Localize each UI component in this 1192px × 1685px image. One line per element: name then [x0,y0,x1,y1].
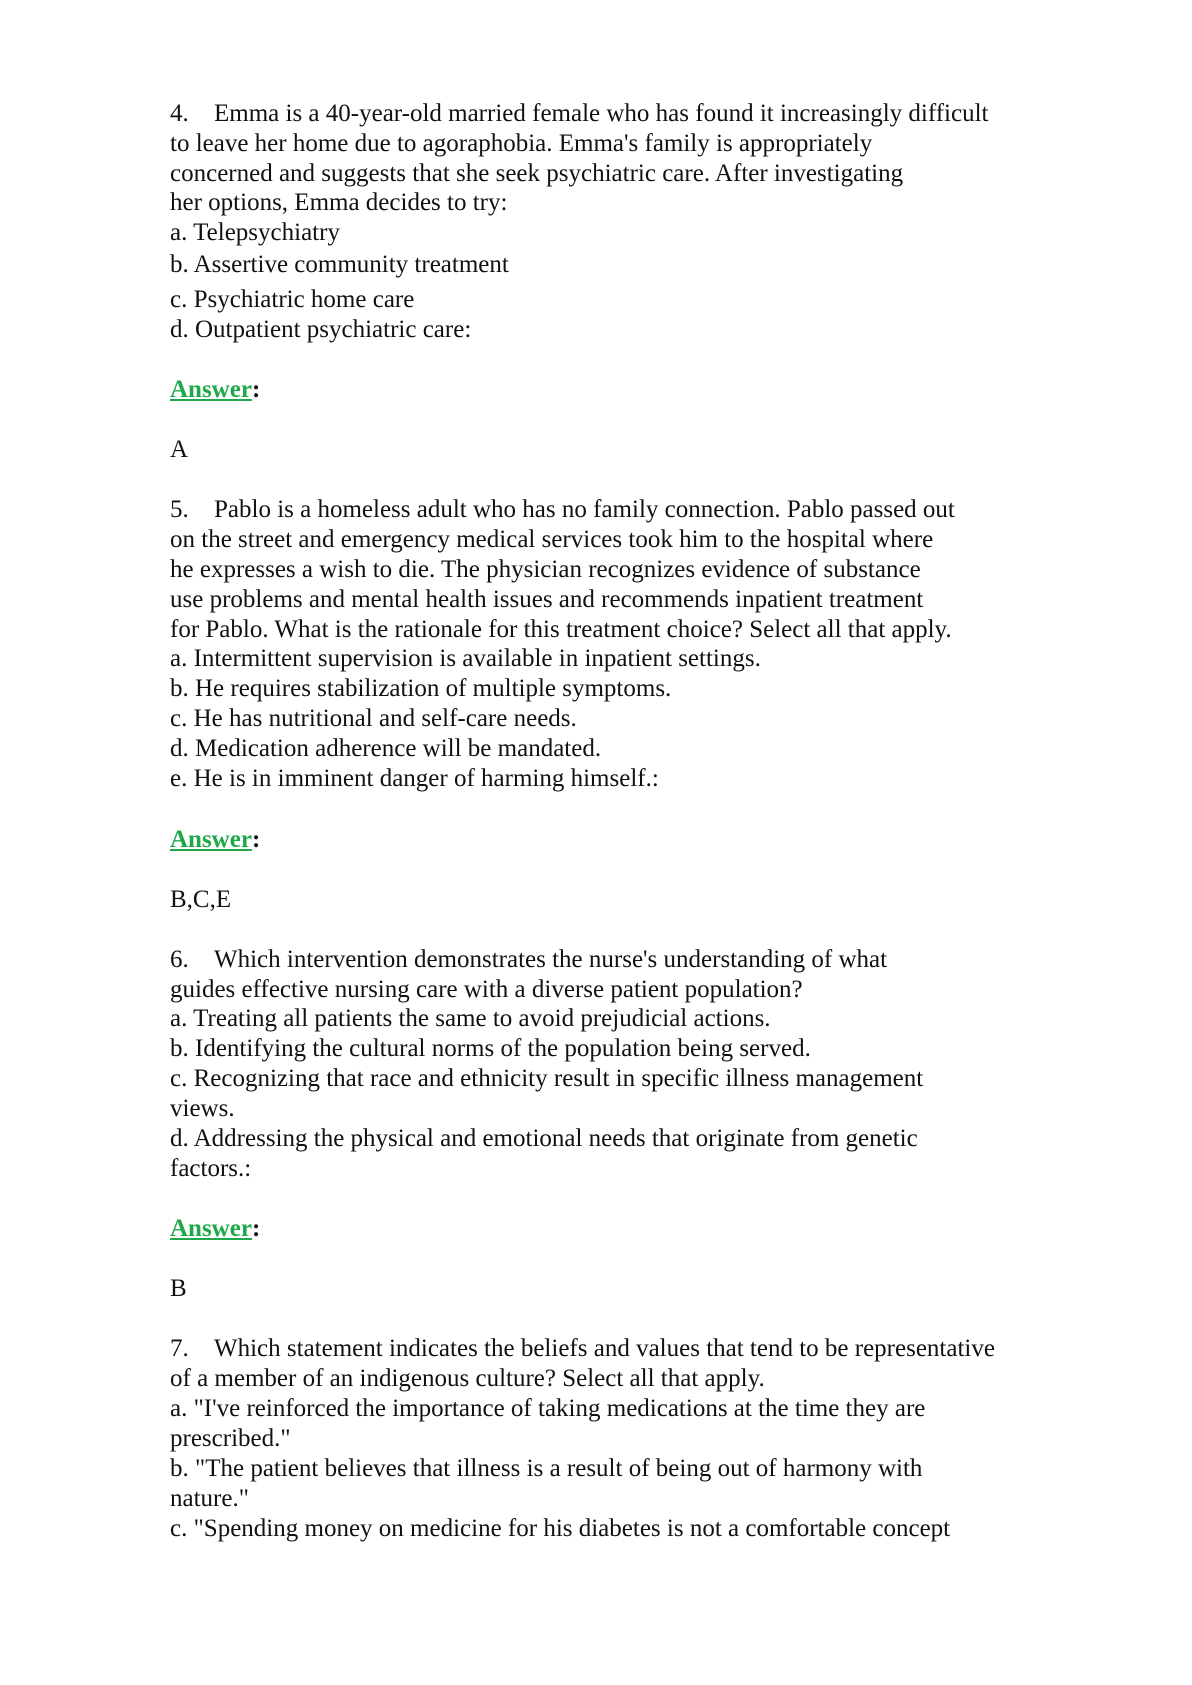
question-5-stem-line-2: on the street and emergency medical services took him to the hospital where [170,526,934,553]
answer-value-q4: A [170,436,189,463]
question-4-option-c: c. Psychiatric home care [170,286,415,313]
question-5-stem-line-1: 5. Pablo is a homeless adult who has no family connection. Pablo passed out [170,496,955,523]
answer-heading-q5: Answer: [170,826,261,853]
question-6-stem-line-2: guides effective nursing care with a diverse patient population? [170,976,803,1003]
question-7-option-b-cont: nature." [170,1485,249,1512]
question-7-option-a-cont: prescribed." [170,1425,291,1452]
question-5-option-c: c. He has nutritional and self-care needs. [170,705,577,732]
answer-value-q5: B,C,E [170,886,232,913]
question-number: 4. [170,100,189,127]
question-4-stem-line-3: concerned and suggests that she seek psychiatric care. After investigating [170,160,904,187]
question-6-option-d-cont: factors.: [170,1155,252,1182]
question-6-option-d: d. Addressing the physical and emotional needs that originate from genetic [170,1125,918,1152]
question-5-stem-line-3: he expresses a wish to die. The physician recognizes evidence of substance [170,556,921,583]
question-5-stem-line-4: use problems and mental health issues and recommends inpatient treatment [170,586,924,613]
question-number: 6. [170,946,189,973]
answer-value-q6: B [170,1275,187,1302]
answer-heading-q4: Answer: [170,376,261,403]
question-4-option-b: b. Assertive community treatment [170,251,509,278]
question-4-stem-line-2: to leave her home due to agoraphobia. Emma's family is appropriately [170,130,873,157]
question-number: 5. [170,496,189,523]
question-5-stem-line-5: for Pablo. What is the rationale for this treatment choice? Select all that apply. [170,616,952,643]
question-7-option-a: a. "I've reinforced the importance of taking medications at the time they are [170,1395,926,1422]
question-6-stem-line-1: 6. Which intervention demonstrates the nurse's understanding of what [170,946,888,973]
question-5-option-b: b. He requires stabilization of multiple symptoms. [170,675,672,702]
question-number: 7. [170,1335,189,1362]
answer-link[interactable]: Answer [170,826,252,853]
answer-heading-q6: Answer: [170,1215,261,1242]
question-4-option-d: d. Outpatient psychiatric care: [170,316,472,343]
question-5-option-e: e. He is in imminent danger of harming himself.: [170,765,659,792]
question-6-option-c-cont: views. [170,1095,235,1122]
question-5-option-d: d. Medication adherence will be mandated. [170,735,602,762]
question-5-option-a: a. Intermittent supervision is available in inpatient settings. [170,645,761,672]
question-6-option-b: b. Identifying the cultural norms of the population being served. [170,1035,811,1062]
question-7-stem-line-1: 7. Which statement indicates the beliefs and values that tend to be representative [170,1335,995,1362]
question-7-option-c: c. "Spending money on medicine for his diabetes is not a comfortable concept [170,1515,951,1542]
question-7-stem-line-2: of a member of an indigenous culture? Select all that apply. [170,1365,765,1392]
question-7-option-b: b. "The patient believes that illness is a result of being out of harmony with [170,1455,923,1482]
question-6-option-c: c. Recognizing that race and ethnicity result in specific illness management [170,1065,924,1092]
answer-link[interactable]: Answer [170,376,252,403]
question-4-stem-line-1: 4. Emma is a 40-year-old married female who has found it increasingly difficult [170,100,989,127]
question-6-option-a: a. Treating all patients the same to avoid prejudicial actions. [170,1005,771,1032]
question-4-option-a: a. Telepsychiatry [170,219,340,246]
question-4-stem-line-4: her options, Emma decides to try: [170,189,508,216]
answer-link[interactable]: Answer [170,1215,252,1242]
